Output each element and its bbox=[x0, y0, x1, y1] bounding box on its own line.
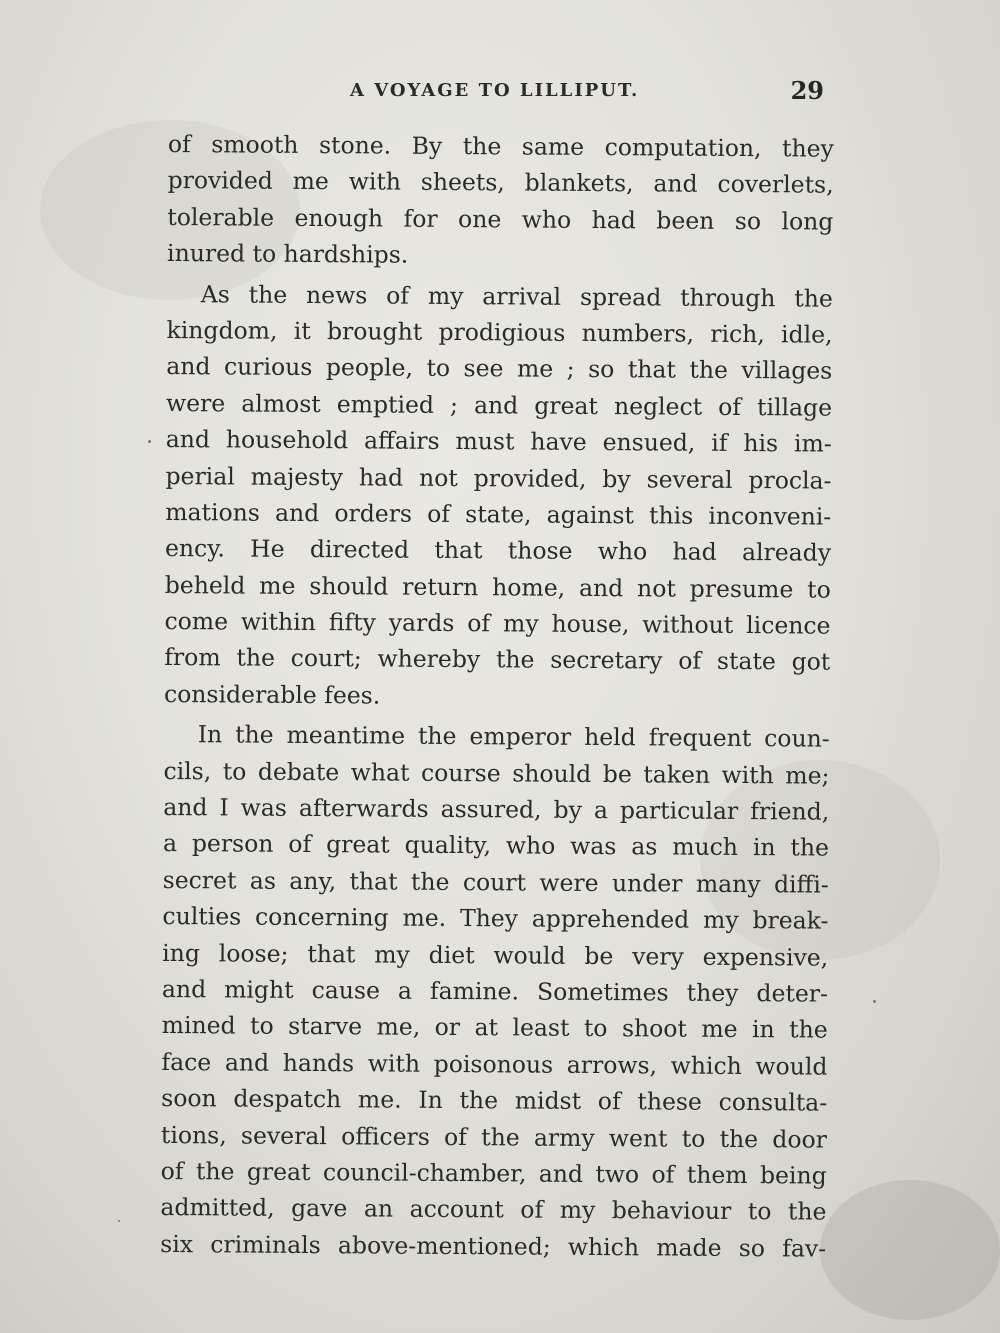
text-line: considerable fees. bbox=[163, 679, 381, 710]
ink-speck bbox=[148, 440, 151, 443]
text-line: soon despatch me. In the midst of these consulta- bbox=[161, 1084, 828, 1117]
text-line: culties concerning me. They apprehended my break- bbox=[162, 902, 829, 935]
body-text bbox=[160, 126, 834, 1267]
text-line: perial majesty had not provided, by several procla- bbox=[165, 461, 832, 495]
text-line: secret as any, that the court were under many diffi- bbox=[162, 865, 829, 899]
text-line: come within fifty yards of my house, without licence bbox=[164, 607, 831, 640]
ink-speck bbox=[118, 1220, 120, 1222]
text-line: and I was afterwards assured, by a particular friend, bbox=[163, 793, 830, 826]
text-line: tolerable enough for one who had been so long bbox=[167, 202, 834, 236]
text-line: were almost emptied ; and great neglect of tillage bbox=[165, 388, 833, 422]
text-line: a person of great quality, who was as much in the bbox=[162, 829, 830, 863]
text-line: tions, several officers of the army went to the door bbox=[160, 1120, 828, 1154]
text-line: mined to starve me, or at least to shoot me in the bbox=[161, 1011, 828, 1045]
text-line: cils, to debate what course should be taken with me; bbox=[163, 756, 830, 790]
text-line: of the great council-chamber, and two of them being bbox=[160, 1156, 827, 1190]
text-line: ing loose; that my diet would be very expensive, bbox=[162, 938, 829, 972]
text-line: six criminals above-mentioned; which made so fav- bbox=[160, 1229, 827, 1263]
running-header bbox=[350, 76, 830, 116]
paragraph-first-line: In the meantime the emperor held frequent coun- bbox=[197, 720, 830, 753]
running-title: A VOYAGE TO LILLIPUT. bbox=[350, 80, 640, 101]
paper-stain bbox=[820, 1180, 1000, 1320]
text-line: provided me with sheets, blankets, and coverlets, bbox=[167, 166, 834, 200]
text-line: kingdom, it brought prodigious numbers, rich, idle, bbox=[166, 315, 833, 349]
text-line: and curious people, to see me ; so that the villages bbox=[166, 352, 833, 385]
text-line: ency. He directed that those who had already bbox=[164, 534, 832, 567]
text-line: of smooth stone. By the same computation, they bbox=[167, 129, 834, 163]
ink-speck bbox=[873, 1000, 876, 1003]
paragraph-first-line: As the news of my arrival spread through the bbox=[200, 279, 833, 313]
text-line: inured to hardships. bbox=[167, 239, 409, 269]
text-line: and might cause a famine. Sometimes they deter- bbox=[161, 974, 829, 1008]
text-line: beheld me should return home, and not presume to bbox=[164, 570, 831, 604]
text-line: mations and orders of state, against this inconveni- bbox=[165, 497, 832, 531]
text-line: admitted, gave an account of my behaviour to the bbox=[160, 1193, 827, 1226]
text-line: from the court; whereby the secretary of state got bbox=[164, 643, 831, 677]
text-line: face and hands with poisonous arrows, which would bbox=[161, 1047, 828, 1081]
page-number: 29 bbox=[790, 76, 824, 105]
text-line: and household affairs must have ensued, if his im- bbox=[165, 425, 832, 458]
